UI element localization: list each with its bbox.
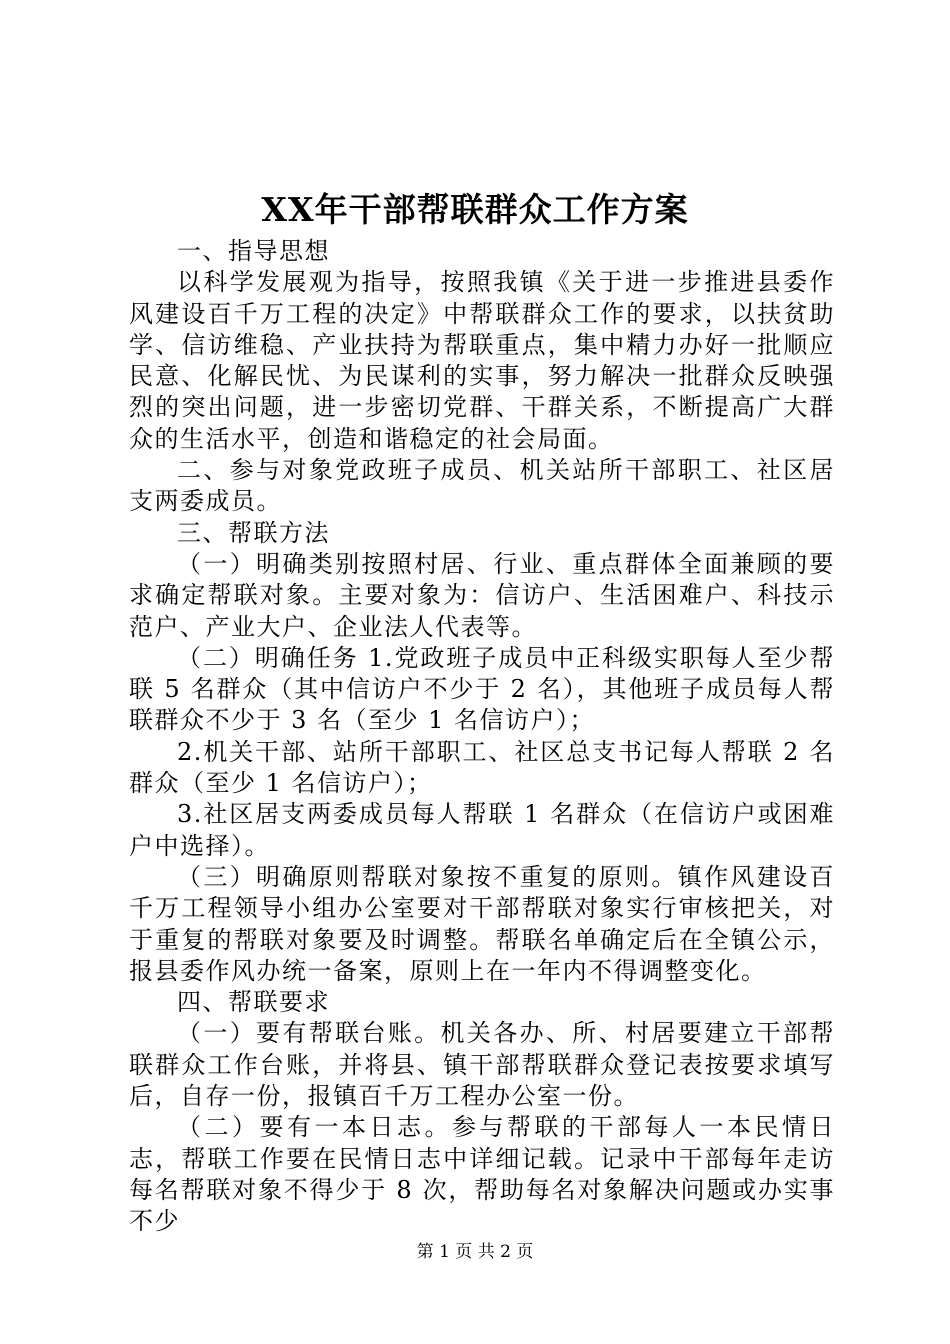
paragraph-method-1: （一）明确类别按照村居、行业、重点群体全面兼顾的要求确定帮联对象。主要对象为：信访户、生活困难户、科技示范户、产业大户、企业法人代表等。: [129, 549, 835, 641]
page-number: 第 1 页 共 2 页: [416, 1242, 534, 1262]
section-heading-guiding-thought: 一、指导思想: [177, 237, 330, 265]
section-heading-methods: 三、帮联方法: [177, 518, 330, 547]
paragraph-method-2-item-3: 3.社区居支两委成员每人帮联 1 名群众（在信访户或困难户中选择）。: [129, 800, 835, 860]
document-body: [129, 236, 835, 1238]
paragraph-method-2: （二）明确任务 1.党政班子成员中正科级实职每人至少帮联 5 名群众（其中信访户不少于 2 名），其他班子成员每人帮联群众不少于 3 名（至少 1 名信访户）；: [129, 643, 835, 735]
document-title: XX年干部帮联群众工作方案: [261, 190, 689, 229]
paragraph-guiding-thought: 以科学发展观为指导，按照我镇《关于进一步推进县委作风建设百千万工程的决定》中帮联群众工作的要求，以扶贫助学、信访维稳、产业扶持为帮联重点，集中精力办好一批顺应民意、化解民忧、为民谋利的实事，努力解决一批群众反映强烈的突出问题，进一步密切党群、干群关系，不断提高广大群众的生活水平，创造和谐稳定的社会局面。: [129, 268, 835, 453]
paragraph-participants: 二、参与对象党政班子成员、机关站所干部职工、社区居支两委成员。: [129, 456, 835, 516]
section-heading-requirements: 四、帮联要求: [177, 988, 330, 1017]
paragraph-requirement-1: （一）要有帮联台账。机关各办、所、村居要建立干部帮联群众工作台账，并将县、镇干部帮联群众登记表按要求填写后，自存一份，报镇百千万工程办公室一份。: [129, 1019, 835, 1111]
paragraph-method-3: （三）明确原则帮联对象按不重复的原则。镇作风建设百千万工程领导小组办公室要对干部帮联对象实行审核把关，对于重复的帮联对象要及时调整。帮联名单确定后在全镇公示，报县委作风办统一备案，原则上在一年内不得调整变化。: [129, 862, 835, 985]
paragraph-method-2-item-2: 2.机关干部、站所干部职工、社区总支书记每人帮联 2 名群众（至少 1 名信访户）；: [129, 737, 835, 798]
paragraph-requirement-2: （二）要有一本日志。参与帮联的干部每人一本民情日志，帮联工作要在民情日志中详细记载。记录中干部每年走访每名帮联对象不得少于 8 次，帮助每名对象解决问题或办实事不少: [129, 1113, 835, 1236]
